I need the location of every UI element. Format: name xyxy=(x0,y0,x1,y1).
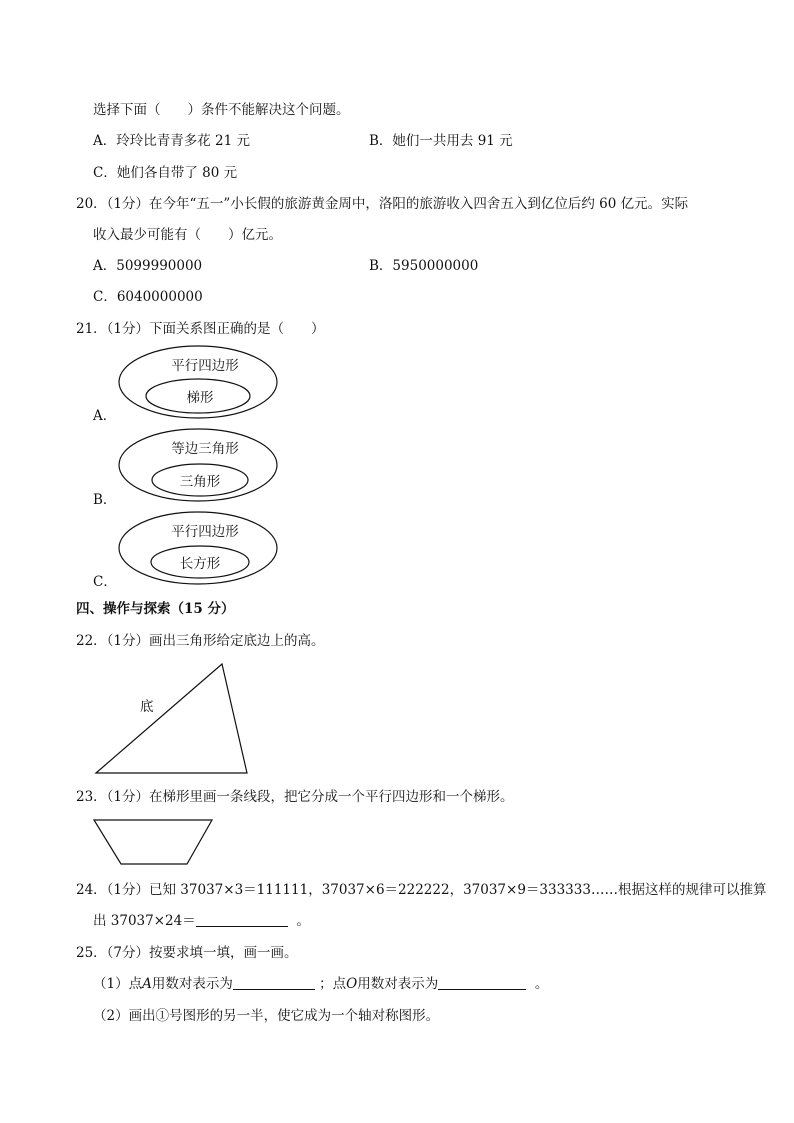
q25-sub1-part2: 用数对表示为 xyxy=(151,976,233,992)
venn-b-inner-label: 三角形 xyxy=(179,474,221,490)
q25-sub1-part4: 用数对表示为 xyxy=(357,976,439,992)
q20-option-b: B．5950000000 xyxy=(369,258,479,274)
q22-triangle-figure xyxy=(96,664,247,773)
q25-sub1 xyxy=(93,975,548,993)
q19-option-b: B．她们一共用去 91 元 xyxy=(369,133,513,149)
q19-option-a: A．玲玲比青青多花 21 元 xyxy=(93,133,251,149)
q19-stem-tail: 选择下面（ ）条件不能解决这个问题。 xyxy=(93,102,350,118)
q25-stem: 25．（7分）按要求填一填，画一画。 xyxy=(76,945,298,961)
q21-option-a-label: A． xyxy=(93,408,117,424)
q23-trapezoid xyxy=(94,820,212,864)
q21-option-c-label: C． xyxy=(93,574,117,590)
q24-answer-blank[interactable] xyxy=(196,912,288,927)
q21-option-b-label: B． xyxy=(93,492,117,508)
q21-venn-a xyxy=(119,346,277,418)
venn-c-outer-label: 平行四边形 xyxy=(171,524,239,540)
q25-point-o-blank[interactable] xyxy=(438,975,526,990)
venn-b-outer-label: 等边三角形 xyxy=(171,441,239,457)
q21-venn-b xyxy=(119,429,277,501)
section-4-title: 四、操作与探索（15 分） xyxy=(76,601,235,617)
q23-stem: 23．（1分）在梯形里画一条线段，把它分成一个平行四边形和一个梯形。 xyxy=(76,789,514,805)
q25-sub2: （2）画出①号图形的另一半，使它成为一个轴对称图形。 xyxy=(93,1008,440,1024)
venn-c-inner-label: 长方形 xyxy=(179,556,221,572)
q20-stem-line2: 收入最少可能有（ ）亿元。 xyxy=(93,227,282,243)
q22-stem: 22．（1分）画出三角形给定底边上的高。 xyxy=(76,633,325,649)
point-a-label: A xyxy=(142,976,152,992)
venn-c-outer-ellipse xyxy=(119,512,277,584)
q20-option-a: A．5099990000 xyxy=(93,258,203,274)
q22-base-label: 底 xyxy=(140,699,154,715)
q24-stem-line2 xyxy=(93,912,310,930)
q24-line2-prefix: 出 37037×24＝ xyxy=(93,913,196,929)
q25-sub1-part5: 。 xyxy=(534,976,549,992)
q23-trapezoid-figure xyxy=(94,820,212,864)
q20-stem-line1: 20．（1分）在今年“五一”小长假的旅游黄金周中，洛阳的旅游收入四舍五入到亿位后约 60 亿元。实际 xyxy=(76,196,689,212)
q19-option-c: C．她们各自带了 80 元 xyxy=(93,165,238,181)
q24-line2-suffix: 。 xyxy=(296,913,310,929)
q21-stem: 21．（1分）下面关系图正确的是（ ） xyxy=(76,321,325,337)
point-o-label: O xyxy=(346,976,358,992)
venn-a-outer-label: 平行四边形 xyxy=(171,358,239,374)
q25-sub1-part3: ；点 xyxy=(319,976,347,992)
venn-b-outer-ellipse xyxy=(119,429,277,501)
venn-a-outer-ellipse xyxy=(119,346,277,418)
q24-stem-line1: 24．（1分）已知 37037×3＝111111，37037×6＝222222，37037×9＝333333……根据这样的规律可以推算 xyxy=(76,882,767,898)
q22-triangle xyxy=(96,664,247,773)
q21-venn-c xyxy=(119,512,277,584)
q25-sub1-part1: （1）点 xyxy=(93,976,143,992)
venn-a-inner-label: 梯形 xyxy=(186,390,214,406)
q20-option-c: C．6040000000 xyxy=(93,289,203,305)
q25-point-a-blank[interactable] xyxy=(233,975,315,990)
